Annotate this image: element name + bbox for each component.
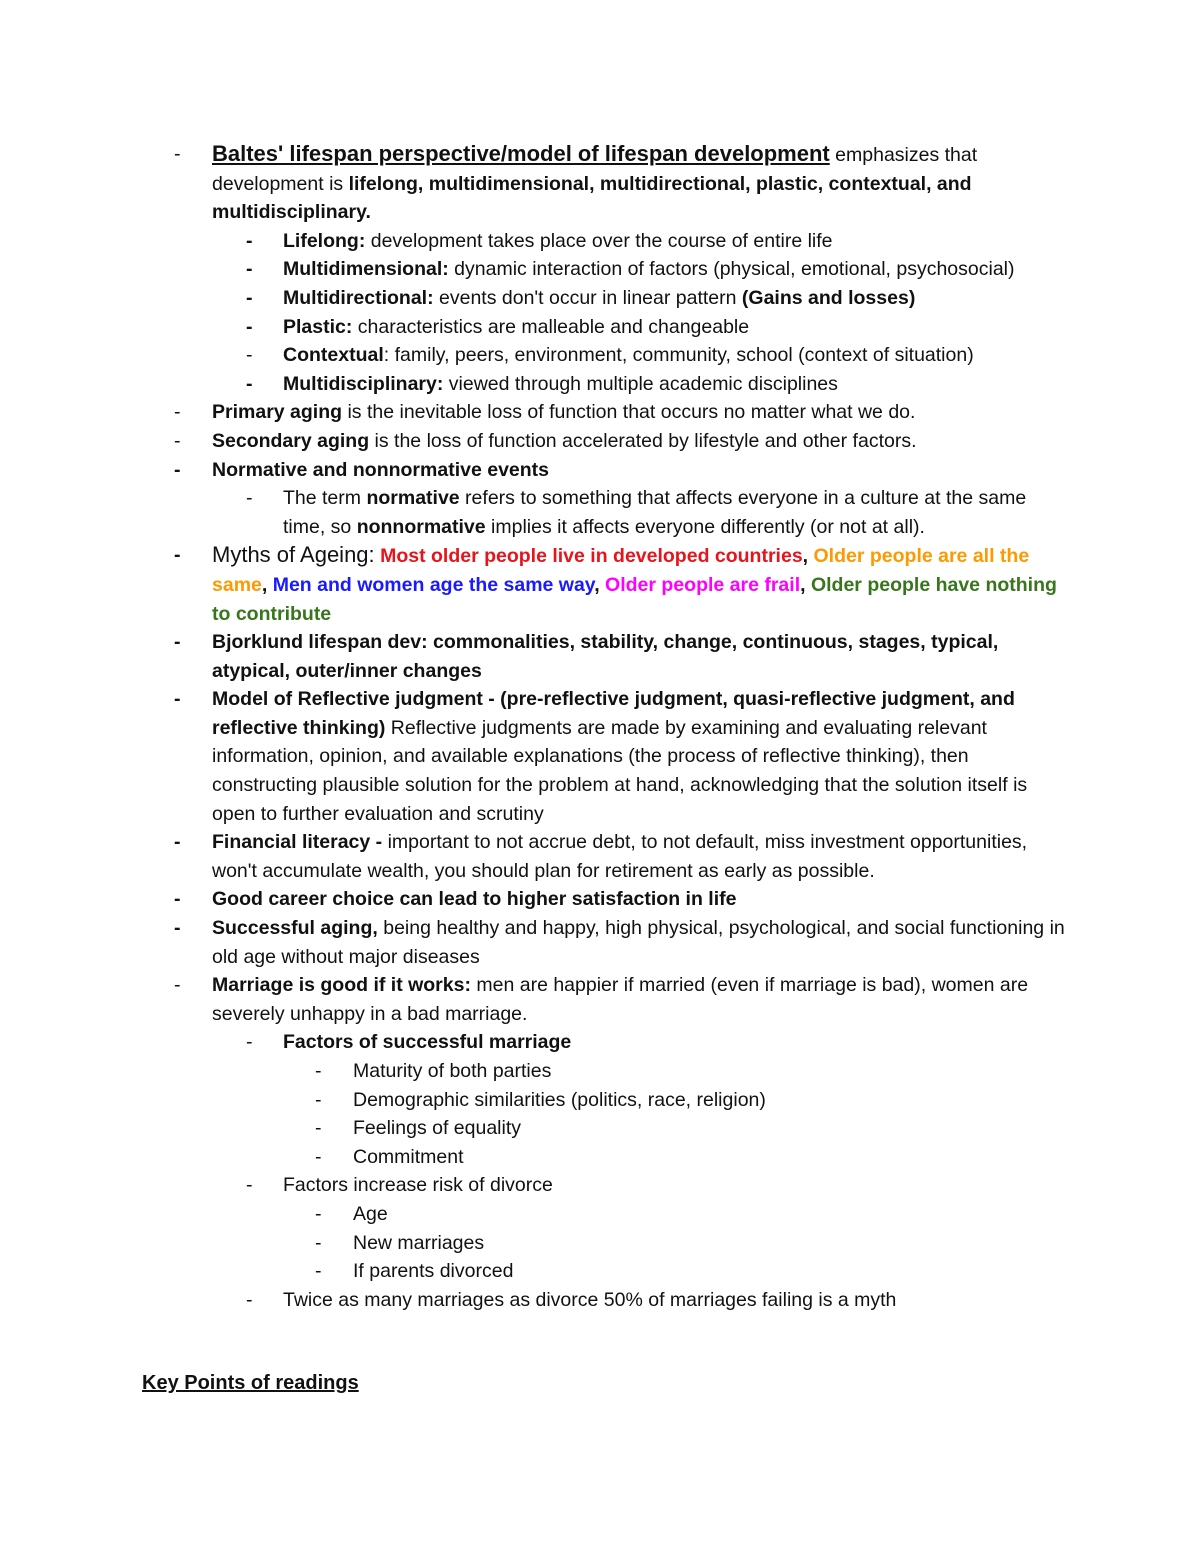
myth-age-same-way: Men and women age the same way [272,573,595,596]
risk-text: If parents divorced [353,1260,514,1283]
bullet-dash: - [174,888,181,911]
text-contextual: : family, peers, environment, community, school (context of situation) [383,344,974,367]
bullet-dash: - [246,344,253,367]
list-item-factor [0,1143,1200,1172]
list-item-multidimensional [0,255,1200,284]
financial-text: important to not accrue debt, to not default, miss investment opportunities, won't accumulate wealth, you should plan for retirement as early as possible. [212,831,1028,882]
list-item-normative [0,456,1200,485]
bjorklund-text: Bjorklund lifespan dev: commonalities, stability, change, continuous, stages, typical, atypical, outer/inner changes [212,631,999,682]
myth-frail: Older people are frail [605,573,801,596]
term-contextual: Contextual [283,344,384,367]
list-item-marriage [0,971,1200,1028]
list-item-reflective-judgment [0,685,1200,828]
comma: , [802,545,809,568]
factor-text: Demographic similarities (politics, race, religion) [353,1088,766,1111]
risk-text: New marriages [353,1231,485,1254]
bullet-dash: - [246,1031,253,1054]
list-item-normative-def [0,484,1200,541]
term-plastic: Plastic: [283,315,353,338]
myths-title: Myths of Ageing: [212,542,375,568]
list-item-twice-as-many [0,1286,1200,1315]
term-secondary-aging: Secondary aging [212,429,370,452]
text-multidisciplinary: viewed through multiple academic disciplines [443,372,838,395]
bullet-dash: - [174,974,181,997]
bullet-dash: - [174,831,181,854]
bullet-dash: - [174,688,181,711]
factor-text: Maturity of both parties [353,1060,552,1082]
text-lifelong: development takes place over the course of entire life [365,229,833,252]
risk-title: Factors increase risk of divorce [283,1174,553,1197]
marriage-text: men are happier if married (even if marriage is bad), women are severely unhappy in a bad marriage. [212,974,1029,1025]
list-item-career [0,885,1200,914]
normative-text-3: implies it affects everyone differently (or not at all). [485,515,925,538]
list-item-factor [0,1057,1200,1086]
list-item-secondary-aging [0,427,1200,456]
bullet-dash: - [174,917,181,940]
list-item-factors-successful-marriage [0,1028,1200,1057]
comma: , [594,573,600,596]
factor-text: Commitment [353,1145,464,1168]
factor-text: Feelings of equality [353,1117,522,1140]
normative-term: normative [366,487,460,510]
list-item-contextual [0,341,1200,370]
text-primary-aging: is the inevitable loss of function that occurs no matter what we do. [342,401,916,424]
gains-losses: (Gains and losses) [741,286,916,309]
text-plastic: characteristics are malleable and changeable [352,315,750,338]
list-item-primary-aging [0,398,1200,427]
myth-nothing-to-contribute: Older people have nothing to contribute [212,573,1057,625]
text-multidirectional: events don't occur in linear pattern [433,286,742,309]
bullet-dash: - [315,1202,322,1225]
bullet-dash: - [315,1145,322,1168]
nonnormative-term: nonnormative [356,515,486,538]
baltes-bold: lifelong, multidimensional, multidirectional, plastic, contextual, and multidisciplinary. [212,172,972,224]
list-item-factor [0,1114,1200,1143]
list-item-factor [0,1086,1200,1115]
financial-title: Financial literacy - [212,831,383,854]
list-item-financial-literacy [0,828,1200,885]
list-item-lifelong [0,227,1200,256]
list-item-bjorklund [0,628,1200,685]
normative-text-1: The term [283,487,367,510]
bullet-dash: - [246,286,253,309]
term-multidimensional: Multidimensional: [283,258,449,281]
successful-text: being healthy and happy, high physical, psychological, and social functioning in old age without major diseases [212,917,1065,968]
term-lifelong: Lifelong: [283,229,366,252]
bullet-dash: - [174,631,181,654]
list-item-risk [0,1257,1200,1286]
bullet-dash: - [315,1060,322,1082]
baltes-title: Baltes' lifespan perspective/model of lifespan development [212,141,830,166]
term-multidirectional: Multidirectional: [283,286,434,309]
list-item-successful-aging [0,914,1200,971]
bullet-dash: - [315,1117,322,1140]
factors-title: Factors of successful marriage [283,1031,572,1054]
bullet-dash: - [246,1288,253,1311]
list-item-risk [0,1200,1200,1229]
bullet-dash: - [174,429,181,452]
bullet-dash: - [246,315,253,338]
comma: , [800,573,806,596]
reflective-text: Reflective judgments are made by examining and evaluating relevant information, opinion, and available explanations (the process of reflective thinking), then constructing plausible solution for the problem at hand, acknowledging that the solution itself is open to further evaluation and scrutiny [212,716,1028,825]
list-item-myths [0,541,1200,628]
bullet-dash: - [246,487,253,510]
bullet-dash: - [174,401,181,424]
notes-list [0,140,1200,1314]
myth-developed-countries: Most older people live in developed countries [380,545,803,568]
list-item-risk [0,1229,1200,1258]
key-points-heading: Key Points of readings [142,1372,359,1394]
bullet-dash: - [315,1260,322,1283]
list-item-multidisciplinary [0,370,1200,399]
term-primary-aging: Primary aging [212,401,343,424]
comma: , [261,573,268,596]
bullet-dash: - [315,1088,322,1111]
risk-text: Age [353,1202,388,1225]
bullet-dash: - [246,372,253,395]
baltes-text: emphasizes that development is [212,144,978,195]
bullet-dash: - [315,1231,322,1254]
bullet-dash: - [246,258,253,281]
bullet-dash: - [174,458,181,481]
list-item-divorce-risk [0,1171,1200,1200]
list-item-multidirectional [0,284,1200,313]
list-item-baltes [0,140,1200,227]
normative-title: Normative and nonnormative events [212,458,550,481]
bullet-dash: - [174,544,181,567]
normative-text-2: refers to something that affects everyone in a culture at the same time, so [283,487,1027,538]
marriage-title: Marriage is good if it works: [212,974,471,997]
text-secondary-aging: is the loss of function accelerated by lifestyle and other factors. [369,429,917,452]
text-multidimensional: dynamic interaction of factors (physical, emotional, psychosocial) [448,258,1015,281]
twice-text: Twice as many marriages as divorce 50% of marriages failing is a myth [283,1288,897,1311]
myth-all-the-same: Older people are all the same [212,545,1030,596]
bullet-dash: - [174,143,181,165]
list-item-plastic [0,313,1200,342]
successful-title: Successful aging, [212,917,378,940]
career-text: Good career choice can lead to higher satisfaction in life [212,888,737,911]
bullet-dash: - [246,1174,253,1197]
reflective-title: Model of Reflective judgment - (pre-reflective judgment, quasi-reflective judgment, and reflective thinking) [212,688,1015,739]
term-multidisciplinary: Multidisciplinary: [283,372,444,395]
bullet-dash: - [246,229,253,252]
